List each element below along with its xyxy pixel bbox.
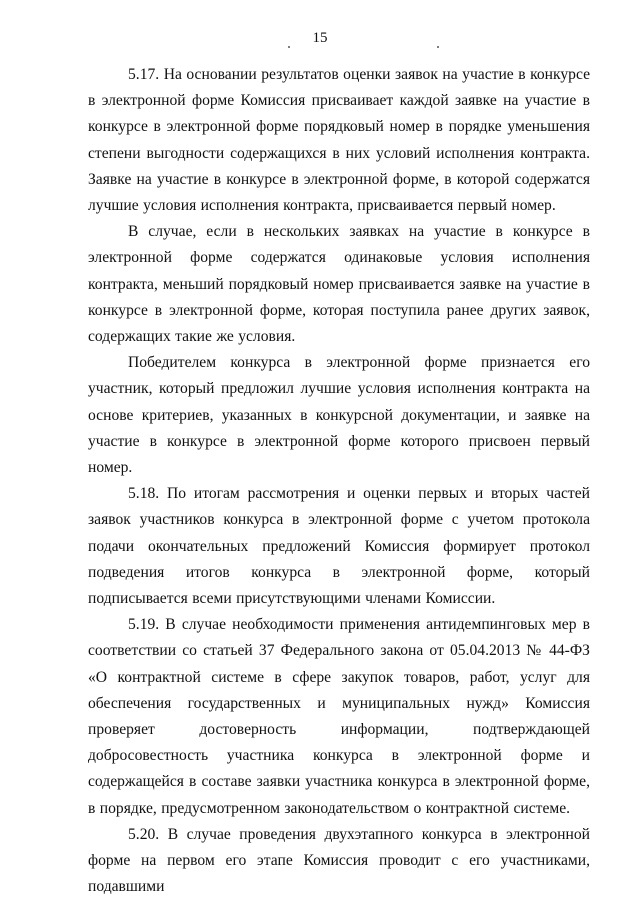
- document-body: [88, 62, 590, 901]
- paragraph-5-17: 5.17. На основании результатов оценки заявок на участие в конкурсе в электронной форме Комиссия присваивает каждой заявке на участие в конкурсе в электронной форме порядковый номер в порядке уменьшения степени выгодности содержащихся в них условий исполнения контракта. Заявке на участие в конкурсе в электронной форме, в которой содержатся лучшие условия исполнения контракта, присваивается первый номер.: [88, 66, 590, 215]
- scan-speck: [288, 46, 290, 48]
- paragraph-equal-conditions: В случае, если в нескольких заявках на участие в конкурсе в электронной форме содержатся одинаковые условия исполнения контракта, меньший порядковый номер присваивается заявке на участие в конкурсе в электронной форме, которая поступила ранее других заявок, содержащих такие же условия.: [88, 223, 590, 346]
- paragraph-5-19: 5.19. В случае необходимости применения антидемпинговых мер в соответствии со статьей 37 Федерального закона от 05.04.2013 № 44-ФЗ «О контрактной системе в сфере закупок товаров, работ, услуг для обеспечения государственных и муниципальных нужд» Комиссия проверяет достоверность информации, подтверждающей добросовестность участника конкурса в электронной форме и содержащейся в составе заявки участника конкурса в электронной форме, в порядке, предусмотренном законодательством о контрактной системе.: [88, 616, 590, 817]
- page-number: 15: [312, 30, 328, 46]
- scan-speck: [437, 46, 439, 48]
- paragraph-winner: Победителем конкурса в электронной форме признается его участник, который предложил лучшие условия исполнения контракта на основе критериев, указанных в конкурсной документации, и заявке на участие в конкурсе в электронной форме которого присвоен первый номер.: [88, 354, 590, 477]
- paragraph-5-18: 5.18. По итогам рассмотрения и оценки первых и вторых частей заявок участников конкурса в электронной форме с учетом протокола подачи окончательных предложений Комиссия формирует протокол подведения итогов конкурса в электронной форме, который подписывается всеми присутствующими членами Комиссии.: [88, 485, 590, 608]
- paragraph-5-20: 5.20. В случае проведения двухэтапного конкурса в электронной форме на первом его этапе Комиссия проводит с его участниками, подавшими: [88, 825, 590, 896]
